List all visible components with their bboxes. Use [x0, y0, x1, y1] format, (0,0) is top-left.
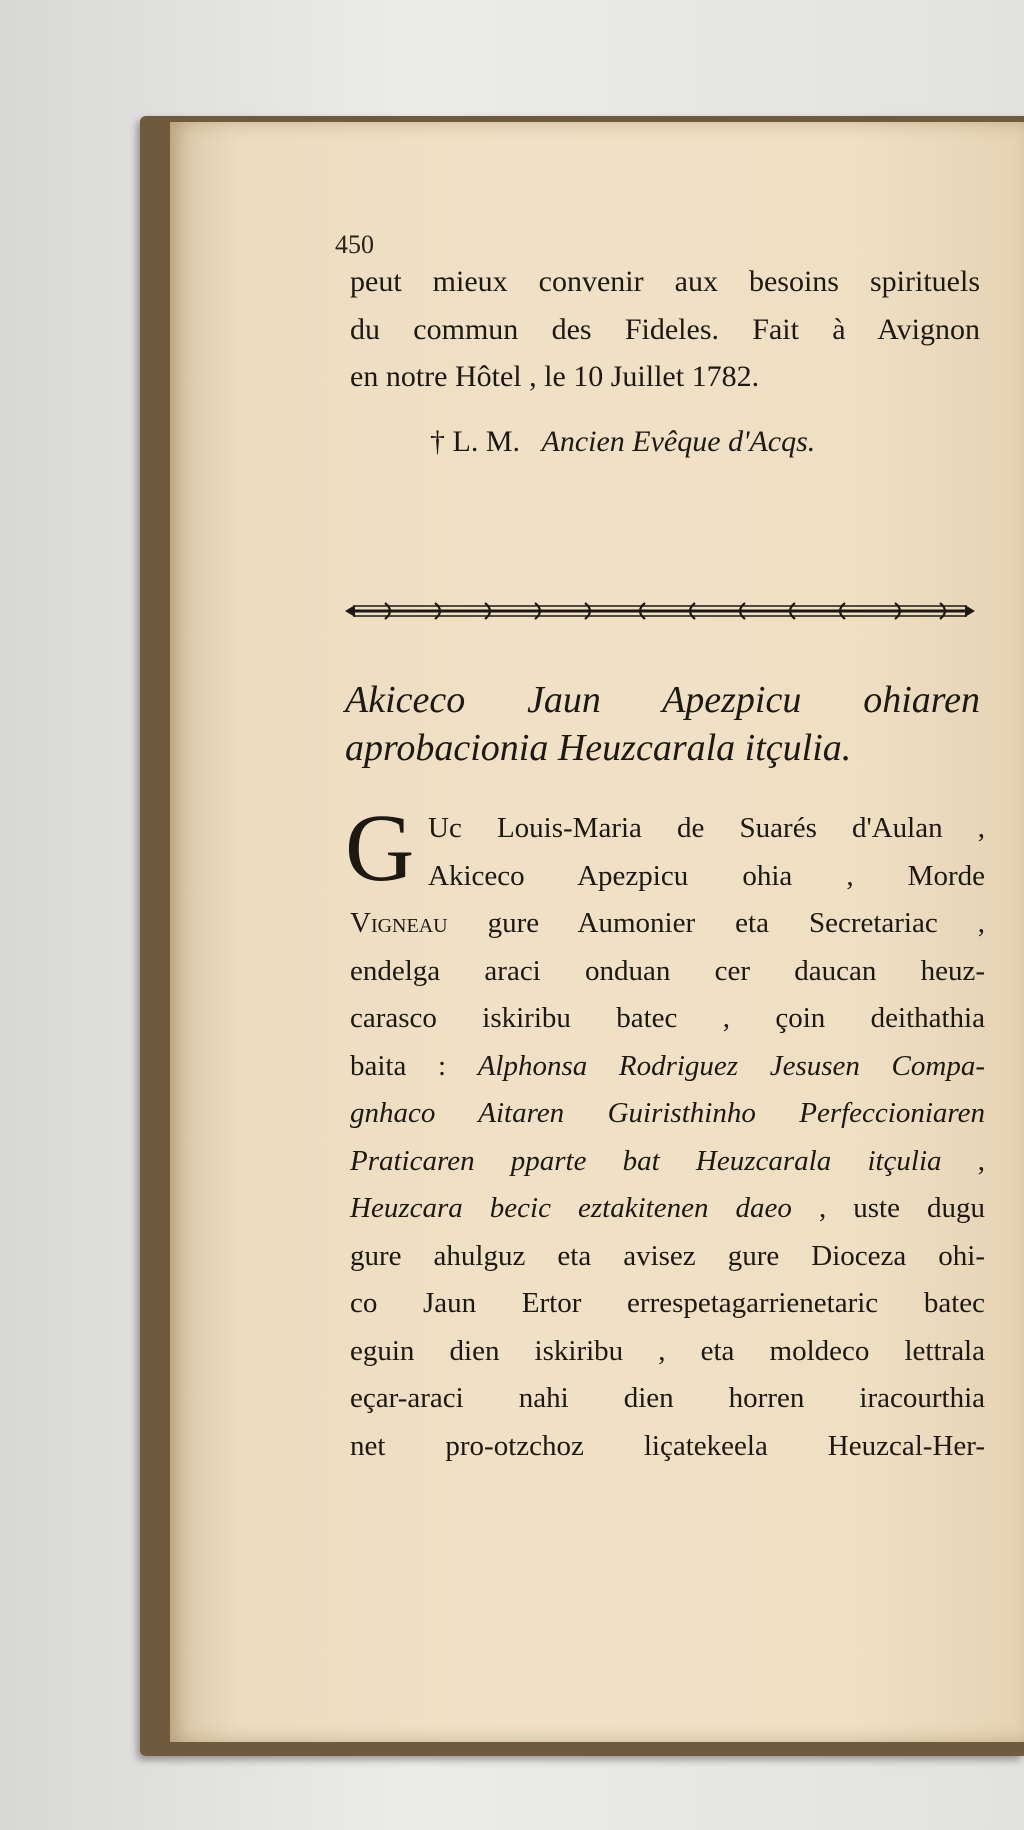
body-line: [350, 1331, 985, 1371]
body-line: [350, 1093, 985, 1133]
body-line: [350, 1188, 985, 1228]
body-line-segment: co Jaun Ertor errespetagarrienetaric batec: [350, 1287, 985, 1319]
body-line-segment: Praticaren pparte bat Heuzcarala itçulia: [350, 1144, 942, 1177]
body-line: [428, 856, 985, 896]
signature-prefix: † L. M.: [430, 425, 520, 458]
body-line-segment: Alphonsa Rodriguez Jesusen Compa-: [477, 1049, 985, 1082]
body-line: [350, 1046, 985, 1086]
ornamental-rule: [345, 600, 975, 622]
body-line-segment: net pro-otzchoz liçatekeela Heuzcal-Her-: [350, 1429, 985, 1462]
drop-cap: G: [345, 794, 415, 901]
body-line-segment: eçar-araci nahi dien horren iracourthia: [350, 1382, 985, 1414]
heading-line-1: Akiceco Jaun Apezpicu ohiaren: [345, 679, 980, 721]
body-line: [350, 1283, 985, 1323]
body-line: [350, 1141, 985, 1181]
body-line-segment: eguin dien iskiribu , eta moldeco lettrala: [350, 1334, 985, 1367]
body-line: [350, 903, 985, 943]
signature: [430, 425, 815, 459]
body-line: [350, 1236, 985, 1276]
body-line-segment: baita :: [350, 1049, 478, 1082]
body-line: [350, 951, 985, 991]
body-line-segment: Vigneau: [350, 907, 448, 939]
body-line-segment: ,: [941, 1144, 985, 1177]
body-line-segment: Akiceco Apezpicu ohia , Morde: [428, 859, 985, 892]
heading-line-2: aprobacionia Heuzcarala itçulia.: [345, 727, 852, 769]
opening-line-1: peut mieux convenir aux besoins spirituels: [350, 265, 980, 298]
body-line-segment: gure Aumonier eta Secretariac ,: [447, 907, 985, 939]
body-line-segment: carasco iskiribu batec , çoin deithathia: [350, 1002, 985, 1034]
body-line-segment: , uste dugu: [791, 1192, 985, 1224]
body-line-segment: Heuzcara becic eztakitenen daeo: [350, 1192, 792, 1224]
opening-line-2: du commun des Fideles. Fait à Avignon: [350, 313, 980, 346]
body-line: [350, 1426, 985, 1466]
page-number: 450: [335, 230, 374, 259]
body-line: [428, 808, 985, 848]
opening-line-3: en notre Hôtel , le 10 Juillet 1782.: [350, 360, 760, 393]
body-line: [350, 998, 985, 1038]
body-line-segment: Uc Louis-Maria de Suarés d'Aulan ,: [428, 812, 985, 844]
body-line-segment: gure ahulguz eta avisez gure Dioceza ohi-: [350, 1239, 985, 1272]
body-line: [350, 1378, 985, 1418]
body-line-segment: gnhaco Aitaren Guiristhinho Perfeccioniaren: [350, 1097, 985, 1129]
body-line-segment: endelga araci onduan cer daucan heuz-: [350, 954, 985, 987]
signature-title: Ancien Evêque d'Acqs.: [541, 425, 816, 458]
